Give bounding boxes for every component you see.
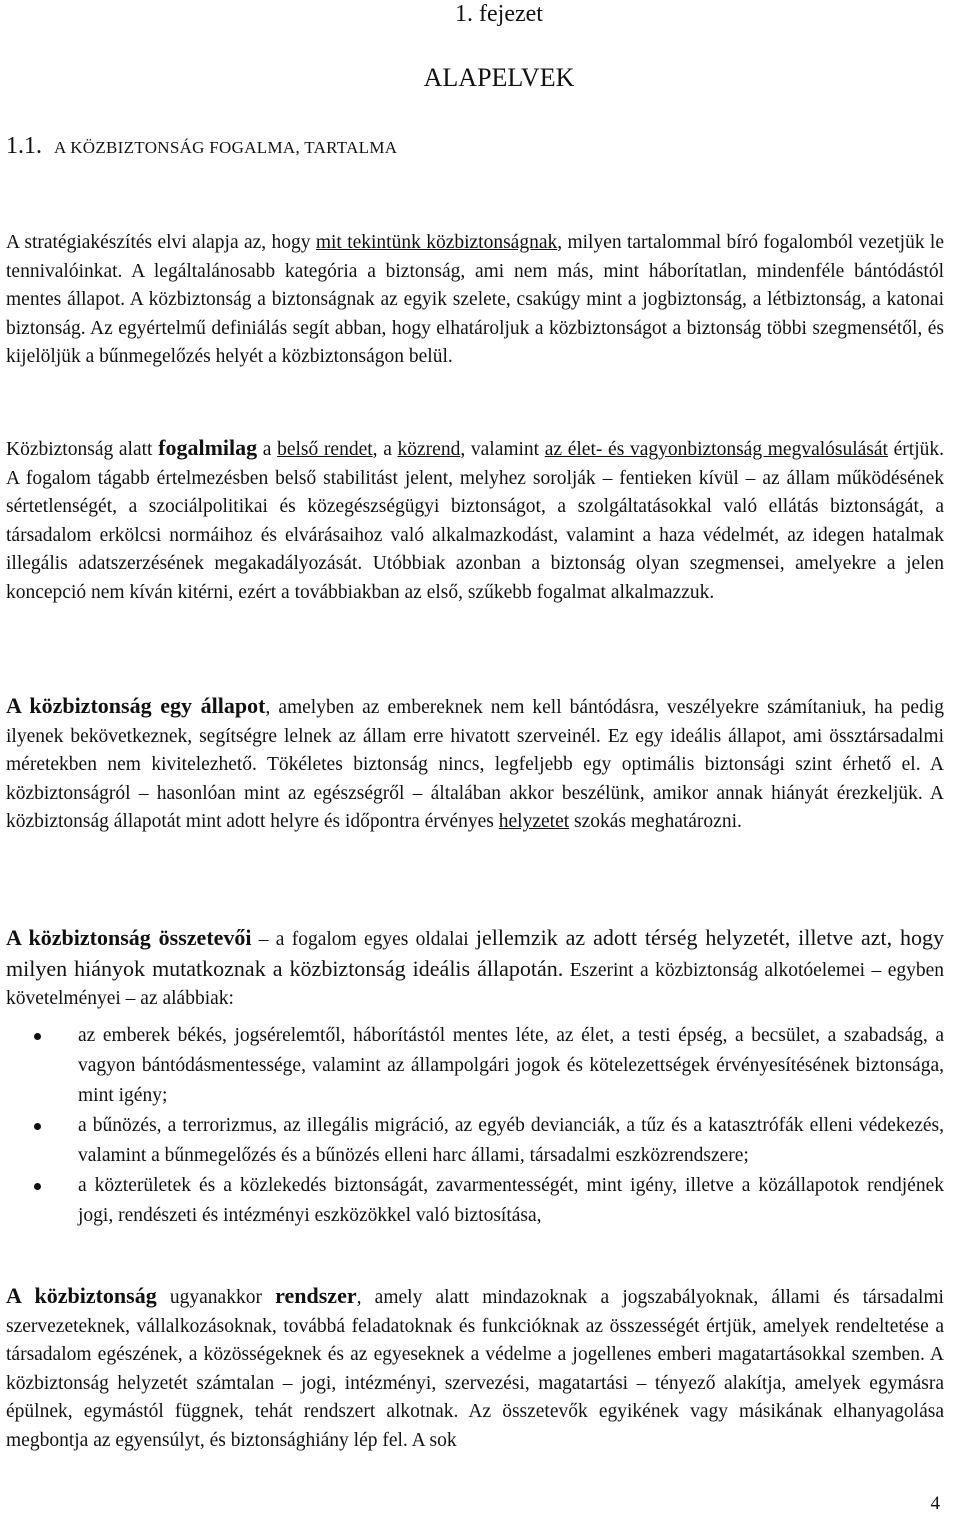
text-run: Eszerint a közbiztonság alkotóelemei – egyben követelményei – az alábbiak: xyxy=(6,959,944,1010)
paragraph-definition xyxy=(6,229,944,372)
component-list xyxy=(6,1021,944,1231)
list-item xyxy=(6,1171,944,1231)
bullet-icon xyxy=(34,1123,41,1130)
list-item-text: az emberek békés, jogsérelemtől, háborítástól mentes léte, az élet, a testi épség, a becsület, a szabadság, a vagyon bántódásmentessége, valamint az állampolgári jogok és kötelezettségek érvényesítésének biztonsága, mint igény; xyxy=(78,1025,944,1106)
underlined-text: helyzetet xyxy=(498,811,570,833)
list-item-text: a bűnözés, a terrorizmus, az illegális migráció, az egyéb devianciák, a tűz és a katasztrófák elleni védekezés, valamint a bűnmegelőzés és a bűnözés elleni harc állami, társadalmi eszközrendszere; xyxy=(78,1115,944,1166)
text-run: értjük. A fogalom tágabb értelmezésben belső stabilitást jelent, melyhez sorolják – fentieken kívül – az állam működésének sértetlenségét, a szociálpolitikai és közegészségügyi biztonságot, a szolgáltatásokkal való ellátás biztonságát, a társadalom erkölcsi normáihoz és elvárásaihoz való alkalmazkodást, valamint a haza védelmét, az idegen hatalmak illegális adatszerzésének megakadályozását. Utóbbiak azonban a biztonság olyan szegmensei, amelyekre a jelen koncepció nem kíván kitérni, ezért a továbbiakban az első, szűkebb fogalmat alkalmazzuk. xyxy=(6,439,944,603)
bold-term: A közbiztonság összetevői xyxy=(6,925,252,950)
underlined-text: közrend xyxy=(397,439,461,460)
bold-term: fogalmilag xyxy=(158,435,258,460)
page-number: 4 xyxy=(930,1493,940,1514)
chapter-heading: 1. fejezet xyxy=(455,1,543,27)
bold-term: rendszer xyxy=(275,1283,357,1308)
underlined-text: mit tekintünk közbiztonságnak xyxy=(315,232,558,253)
text-run: , amely alatt mindazoknak a jogszabályoknak, állami és társadalmi szervezeteknek, vállalkozásoknak, továbbá feladatoknak és funkcióknak az összességét értjük, amelyek rendeltetése a társadalom egészének, a közösségeknek és az egyeseknek a védelme a jogellenes emberi magatartásokkal szemben. A közbiztonság helyzetét számtalan – jogi, intézményi, szervezési, magatartási – tényező alakítja, amelyek egymásra épülnek, egymástól függnek, tehát rendszert alkotnak. Az összetevők egyikének vagy másikának elhanyagolása megbontja az egyensúlyt, és biztonsághiány lép fel. A sok xyxy=(6,1287,944,1451)
bullet-icon xyxy=(34,1183,41,1190)
text-run: a xyxy=(257,439,278,460)
text-run: ugyanakkor xyxy=(156,1287,276,1308)
section-number: 1.1. xyxy=(6,133,42,159)
text-run: , a xyxy=(372,439,398,460)
bold-term: A közbiztonság xyxy=(6,1283,157,1308)
paragraph-system xyxy=(6,1282,944,1456)
underlined-text: az élet- és vagyonbiztonság megvalósulását xyxy=(544,439,888,460)
paragraph-state xyxy=(6,692,944,837)
text-run: , amelyben az embereknek nem kell bántódásra, veszélyekre számítaniuk, ha pedig ilyenek bekövetkeznek, segítségre lelnek az állam erre hivatott szerveinél. Ez egy ideális állapot, ami össztársadalmi méretekben nem kivitelezhető. Tökéletes biztonság nincs, legfeljebb egy optimális biztonsági szint érhető el. A közbiztonságról – hasonlóan mint az egészségről – általában akkor beszélünk, amikor annak hiányát érezkeljük. A közbiztonság állapotát mint adott helyre és időpontra érvényes xyxy=(6,697,944,833)
list-item xyxy=(6,1021,944,1111)
section-heading xyxy=(6,131,397,163)
bullet-icon xyxy=(34,1033,41,1040)
text-run: , valamint xyxy=(460,439,545,460)
list-item-text: a közterületek és a közlekedés biztonságát, zavarmentességét, mint igény, illetve a közállapotok rendjének jogi, rendészeti és intézményi eszközökkel való biztosítása, xyxy=(78,1175,944,1226)
text-run: , milyen tartalommal bíró fogalomból vezetjük le tennivalóinkat. A legáltalánosabb kategória a biztonság, ami nem más, mint háborítatlan, mindenféle bántódástól mentes állapot. A közbiztonság a biztonságnak az egyik szelete, csakúgy mint a jogbiztonság, a létbiztonság, a katonai biztonság. Az egyértelmű definiálás segít abban, hogy elhatároljuk a közbiztonságot a biztonság többi szegmensétől, és kijelöljük a bűnmegelőzés helyét a közbiztonságon belül. xyxy=(6,232,945,368)
section-title: A KÖZBIZTONSÁG FOGALMA, TARTALMA xyxy=(54,138,398,157)
underlined-text: belső rendet xyxy=(277,439,373,460)
text-run: – a fogalom egyes oldalai xyxy=(251,929,476,950)
paragraph-concept xyxy=(6,434,944,608)
paragraph-components xyxy=(6,924,944,1014)
emphasized-text: jellemzik az adott térség helyzetét, illetve azt, hogy milyen hiányok mutatkoznak a közbiztonság ideális állapotán. xyxy=(6,925,945,981)
chapter-title: ALAPELVEK xyxy=(423,63,575,92)
bold-term: A közbiztonság egy állapot xyxy=(6,693,266,718)
text-run: A stratégiakészítés elvi alapja az, hogy xyxy=(6,232,316,253)
text-run: szokás meghatározni. xyxy=(569,811,742,833)
list-item xyxy=(6,1111,944,1171)
text-run: Közbiztonság alatt xyxy=(6,439,159,460)
